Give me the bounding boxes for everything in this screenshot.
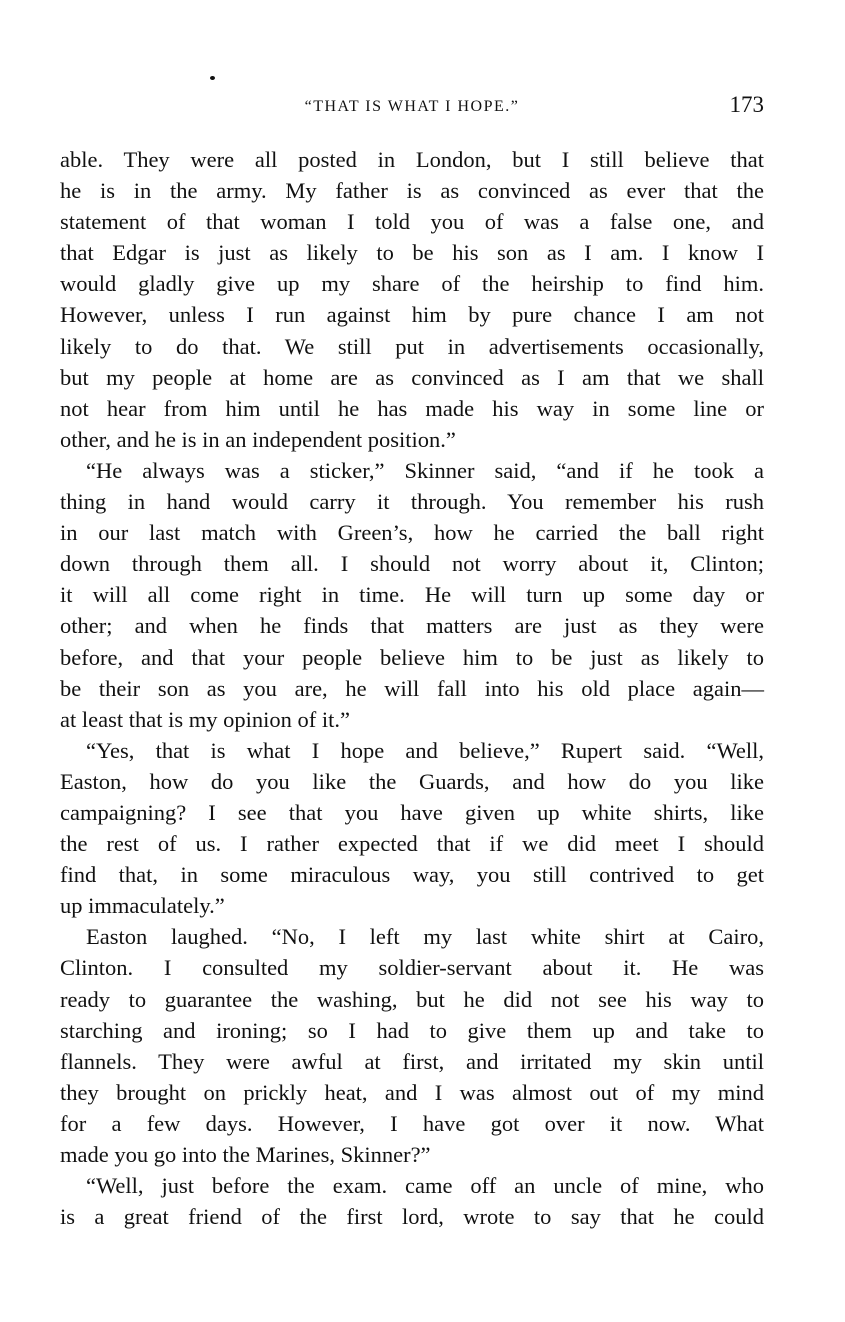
text-line: likely to do that. We still put in advertisements occasionally, xyxy=(60,333,764,359)
text-line: ready to guarantee the washing, but he did not see his way to xyxy=(60,986,764,1012)
text-line: other, and he is in an independent position.” xyxy=(60,426,456,452)
text-line: made you go into the Marines, Skinner?” xyxy=(60,1142,431,1167)
running-title: “THAT IS WHAT I HOPE.” xyxy=(304,98,520,115)
text-line: it will all come right in time. He will turn up some day or xyxy=(60,582,764,608)
text-line: campaigning? I see that you have given up white shirts, like xyxy=(60,799,764,825)
text-line: Clinton. I consulted my soldier-servant about it. He was xyxy=(60,955,764,981)
text-line: down through them all. I should not worry about it, Clinton; xyxy=(60,551,764,577)
text-line: flannels. They were awful at first, and irritated my skin until xyxy=(60,1048,764,1074)
text-line: the rest of us. I rather expected that if we did meet I should xyxy=(60,831,764,857)
text-line: find that, in some miraculous way, you still contrived to get xyxy=(60,862,764,888)
text-line: before, and that your people believe him to be just as likely to xyxy=(60,644,764,670)
text-line: able. They were all posted in London, but I still believe that xyxy=(60,147,764,172)
text-line: However, unless I run against him by pure chance I am not xyxy=(60,302,764,328)
text-line: Easton laughed. “No, I left my last white shirt at Cairo, xyxy=(86,924,764,950)
body-text xyxy=(60,144,764,1232)
text-line: be their son as you are, he will fall into his old place again— xyxy=(60,675,764,701)
text-line: thing in hand would carry it through. You remember his rush xyxy=(60,489,764,515)
text-line: that Edgar is just as likely to be his son as I am. I know I xyxy=(60,240,764,266)
page-header xyxy=(60,92,764,126)
text-line: would gladly give up my share of the heirship to find him. xyxy=(60,271,764,297)
page-number: 173 xyxy=(729,92,764,117)
text-line: is a great friend of the first lord, wrote to say that he could xyxy=(60,1204,764,1230)
text-line: he is in the army. My father is as convinced as ever that the xyxy=(60,178,764,204)
text-line: in our last match with Green’s, how he carried the ball right xyxy=(60,520,764,546)
text-line: “He always was a sticker,” Skinner said, “and if he took a xyxy=(86,457,764,483)
ink-speck xyxy=(210,76,215,80)
text-line: they brought on prickly heat, and I was almost out of my mind xyxy=(60,1079,764,1105)
text-line: at least that is my opinion of it.” xyxy=(60,706,350,732)
text-line: “Well, just before the exam. came off an uncle of mine, who xyxy=(86,1173,764,1199)
text-line: “Yes, that is what I hope and believe,” Rupert said. “Well, xyxy=(86,737,764,763)
text-line: not hear from him until he has made his way in some line or xyxy=(60,395,764,421)
text-line: statement of that woman I told you of was a false one, and xyxy=(60,209,764,235)
text-line: but my people at home are as convinced as I am that we shall xyxy=(60,364,764,390)
text-line: Easton, how do you like the Guards, and how do you like xyxy=(60,768,764,794)
text-line: up immaculately.” xyxy=(60,893,225,919)
text-line: starching and ironing; so I had to give them up and take to xyxy=(60,1017,764,1043)
text-line: other; and when he finds that matters are just as they were xyxy=(60,613,764,639)
text-line: for a few days. However, I have got over it now. What xyxy=(60,1110,764,1136)
